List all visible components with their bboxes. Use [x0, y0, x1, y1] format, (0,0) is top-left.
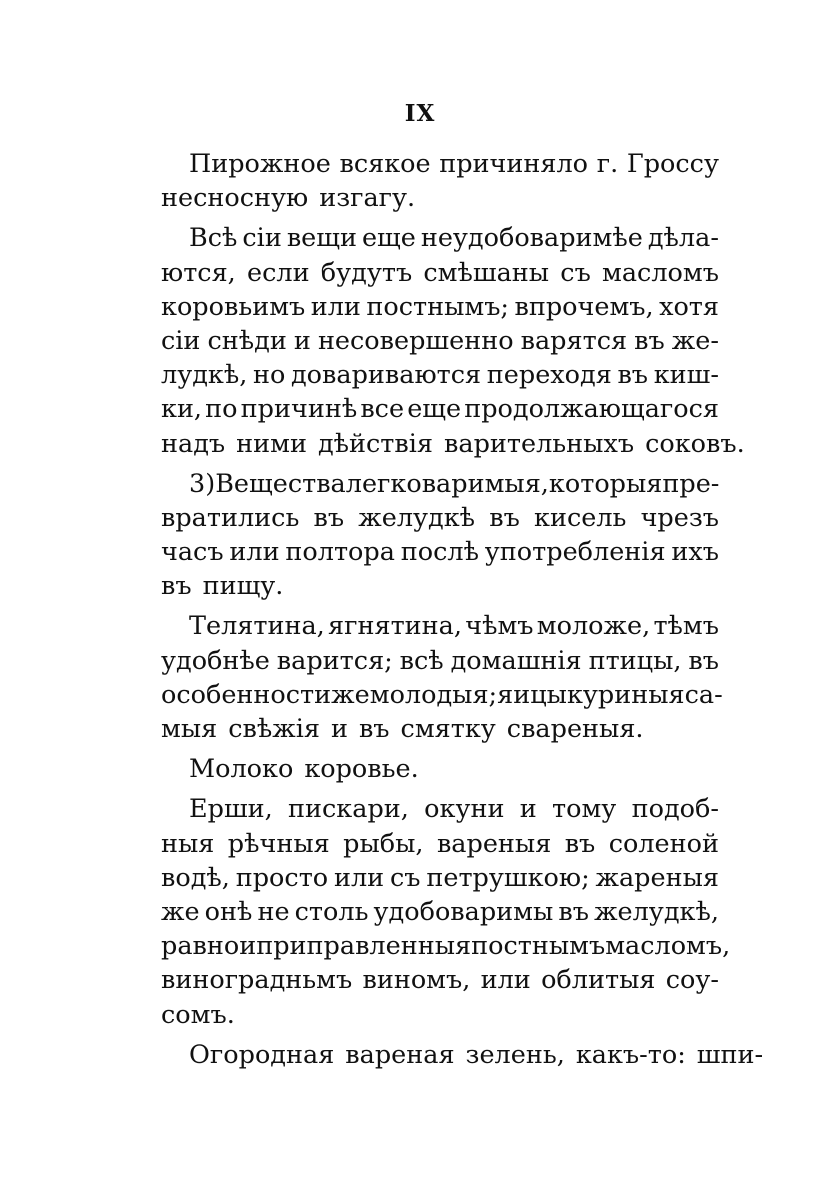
text-line: же онѣ не столь удобоваримы въ желудкѣ, [161, 896, 719, 927]
text-line: въ пищу. [161, 571, 284, 602]
text-line: ныя рѣчныя рыбы, вареныя въ соленой [161, 828, 719, 859]
text-line: особенности же молодыя; яицы куриныя са- [161, 679, 723, 710]
text-line: удобнѣе варится; всѣ домашнія птицы, въ [161, 645, 719, 676]
paragraph [161, 221, 745, 460]
paragraph [161, 1038, 764, 1072]
text-line: Молоко коровье. [189, 754, 419, 785]
text-line: несносную изгагу. [161, 183, 416, 214]
body-text [161, 147, 764, 1078]
text-line: сомъ. [161, 999, 235, 1030]
page-number: IX [404, 100, 436, 127]
text-line: ются, если будутъ смѣшаны съ масломъ [161, 257, 719, 288]
text-line: виноградньмъ виномъ, или облитыя соу- [161, 965, 719, 996]
text-line: ки, по причинѣ все еще продолжающагося [161, 394, 719, 425]
text-line: 3) Вещества легковаримыя, которыя пре- [189, 468, 720, 499]
text-line: Всѣ сіи вещи еще неудобоваримѣе дѣла- [189, 223, 719, 254]
text-line: Ерши, пискари, окуни и тому подоб- [189, 794, 719, 825]
text-line: вратились въ желудкѣ въ кисель чрезъ [161, 502, 719, 533]
paragraph [161, 467, 719, 604]
text-line: Огородная вареная зелень, какъ-то: шпи- [189, 1039, 764, 1070]
text-line: лудкѣ, но довариваются переходя въ киш- [161, 360, 719, 391]
text-line: Телятина, ягнятина, чѣмъ моложе, тѣмъ [189, 611, 719, 642]
text-line: Пирожное всякое причиняло г. Гроссу [189, 149, 719, 179]
text-line: мыя свѣжія и въ смятку свареныя. [161, 714, 644, 744]
text-line: равно и приправленныя постнымъ масломъ, [161, 931, 731, 962]
paragraph [161, 147, 719, 215]
text-line: надъ ними дѣйствія варительныхъ соковъ. [161, 428, 745, 459]
text-line: водѣ, просто или съ петрушкою; жареныя [161, 862, 719, 893]
paragraph [161, 609, 723, 746]
paragraph [161, 752, 719, 786]
text-line: часъ или полтора послѣ употребленія ихъ [161, 537, 719, 568]
paragraph [161, 792, 731, 1031]
text-line: коровьимъ или постнымъ; впрочемъ, хотя [161, 291, 719, 322]
text-line: сіи снѣди и несовершенно варятся въ же- [161, 325, 719, 356]
